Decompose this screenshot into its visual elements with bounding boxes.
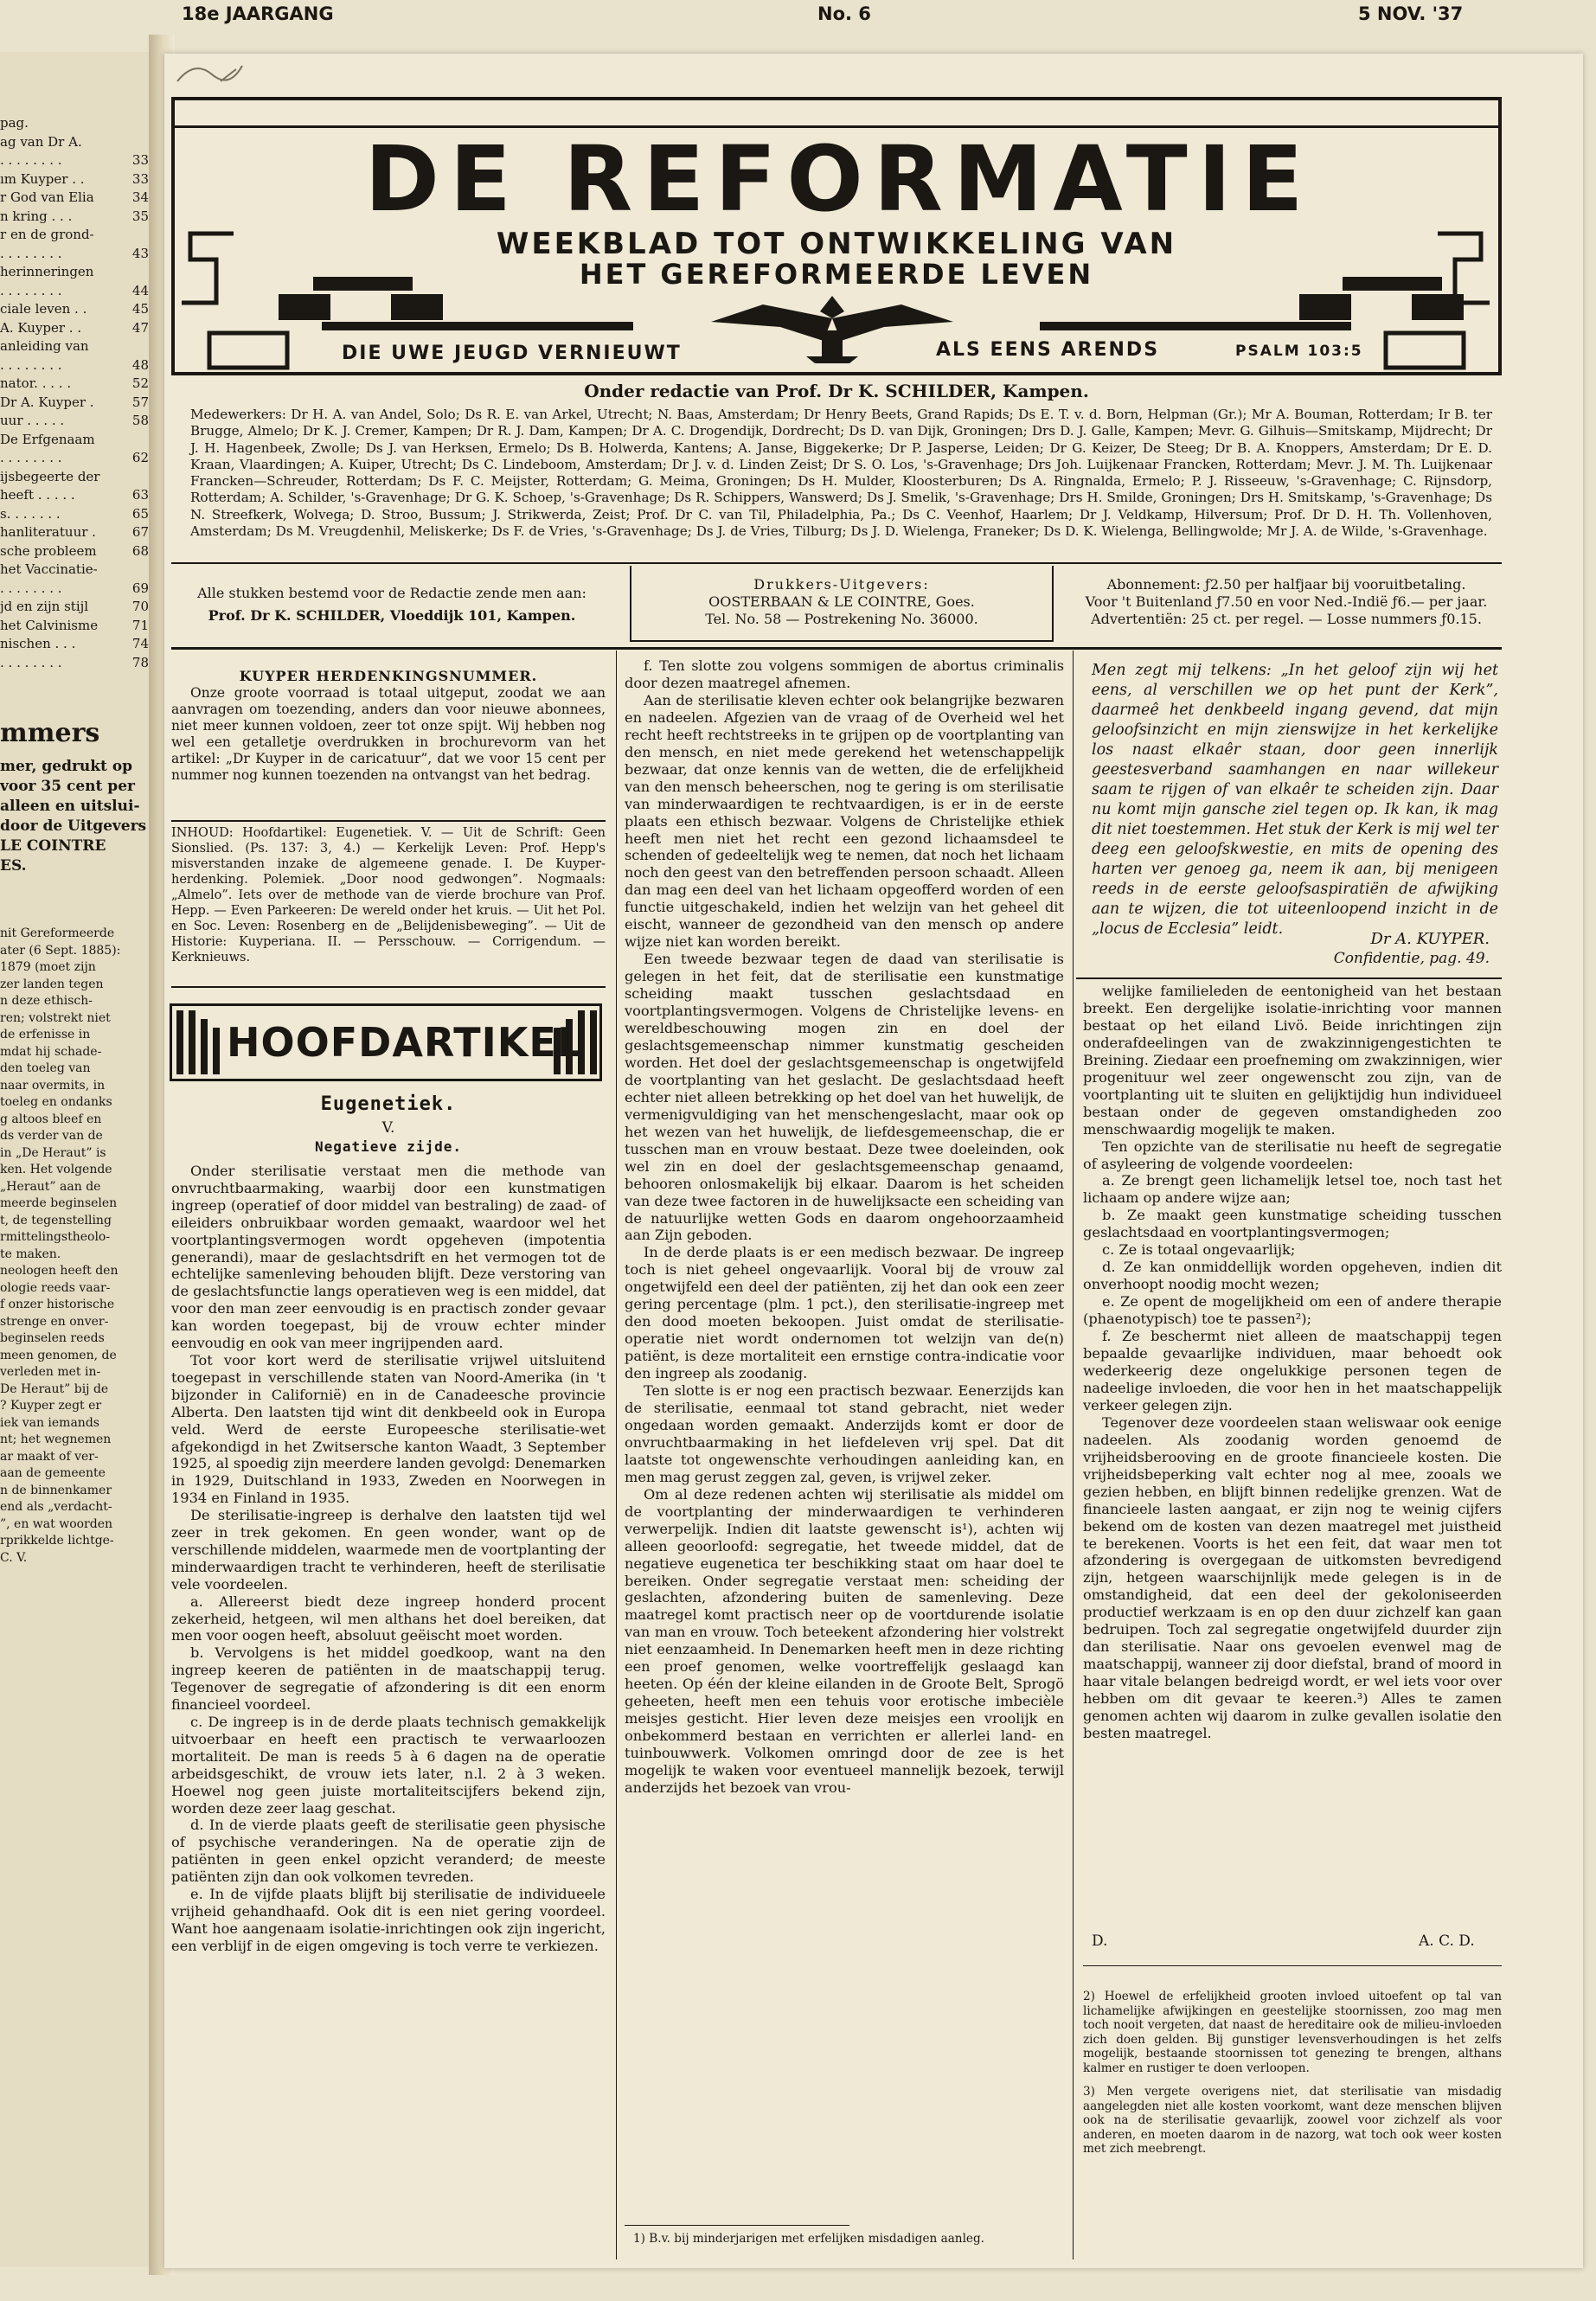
article-paragraph: c. Ze is totaal ongevaarlijk;	[1102, 1241, 1296, 1259]
quote-source: Confidentie, pag. 49.	[1333, 950, 1490, 967]
subtitle-line1: WEEKBLAD TOT ONTWIKKELING VAN	[496, 227, 1177, 261]
foreign-price: Voor 't Buitenland ƒ7.50 en voor Ned.-Indië ƒ6.— per jaar.	[1085, 593, 1488, 610]
toc-line	[0, 561, 149, 580]
fragment-line: zer landen tegen	[0, 977, 104, 991]
article-paragraph: b. Vervolgens is het middel goedkoop, want na den ingreep keeren de patiënten in de maatschappij terug. Tegenover de segregatie of afzondering is dit een enorm financieel voordeel.	[171, 1644, 606, 1714]
fragment-line: meen genomen, de	[0, 1348, 117, 1362]
toc-text: hanliteratuur .	[0, 524, 96, 540]
article-paragraph: In de derde plaats is er een medisch bezwaar. De ingreep toch is niet geheel ongevaarlijk. Vooral bij de vrouw zal ongetwijfeld een deel der patiënten, zij het dan ook een zeer gering percentage (plm. 1 pct.), den sterilisatie-ingreep met den dood moeten bekoopen. Juist omdat de sterilisatie-operatie niet wordt ondernomen tot welzijn van de(n) patiënt, is deze mortaliteit een ernstige contra-indicatie voor den ingreep als zoodanig.	[625, 1244, 1064, 1382]
toc-page: 70	[131, 599, 149, 614]
toc-line	[0, 598, 149, 617]
fragment-line: n de binnenkamer	[0, 1483, 112, 1497]
toc-text: r en de grond-	[0, 227, 94, 242]
fragment-line: strenge en onver-	[0, 1314, 109, 1329]
toc-text: n kring . . .	[0, 208, 73, 224]
toc-page: 74	[131, 636, 149, 651]
masthead-topbar	[171, 97, 1502, 128]
toc-line	[0, 319, 149, 338]
toc-text: . . . . . . . .	[0, 580, 62, 596]
fragment-line: den toeleg van	[0, 1061, 91, 1075]
fragment-line: „Heraut” aan de	[0, 1179, 101, 1194]
footnote-3: 3) Men vergete overigens niet, dat sterilisatie van misdadig aangelegden niet alle kosten voorkomt, want deze menschen blijven ook na de sterilisatie gevaarlijk, zoowel voor zichzelf als voor anderen, en moeten daarom in de nazorg, wat toch ook weer kosten met zich meebrengt.	[1083, 2085, 1502, 2156]
contributors-list: Medewerkers: Dr H. A. van Andel, Solo; Ds R. E. van Arkel, Utrecht; N. Baas, Amsterdam; Dr Henry Beets, Grand Rapids; Ds E. T. v. d. Born, Helpman (Gr.); Mr A. Bouman, Rotterdam; Ir B. ter Brugge, Almelo; Dr K. J. Cremer, Kampen; Dr R. J. Dam, Kampen; Dr A. C. Drogendijk, Dordrecht; Ds D. van Dijk, Groningen; Drs D. J. Galle, Kampen; Mevr. G. Gilhuis—Smitskamp, Mijdrecht; Dr J. H. Hagenbeek, Zwolle; Ds J. van Herksen, Ermelo; Ds B. Holwerda, Kantens; A. Janse, Biggekerke; Dr P. Jasperse, Leiden; Dr G. Keizer, De Steeg; Dr B. A. Knoppers, Amsterdam; Dr E. D. Kraan, Vlaardingen; A. Kuiper, Utrecht; Ds C. Lindeboom, Amsterdam; Dr J. v. d. Linden Zeist; Dr S. O. Los, 's-Gravenhage; Drs Joh. Luijkenaar Francken, Rotterdam; Mevr. J. M. Th. Luijkenaar Francken—Schreuder, Rotterdam; Ds F. C. Meijster, Rotterdam; G. Meima, Groningen; Ds H. Mulder, Kloosterburen; Ds A. Ringnalda, Ermelo; P. J. Risseeuw, 's-Gravenhage; C. Rijnsdorp, Rotterdam; A. Schilder, 's-Gravenhage; Dr G. K. Schoep, 's-Gravenhage; Ds R. Schippers, Wanswerd; Ds J. Smelik, 's-Gravenhage; Drs H. Smilde, Groningen; Drs H. Smitskamp, 's-Gravenhage; Ds N. Streefkerk, Wolvega; D. Stroo, Bussum; J. Strikwerda, Zeist; Prof. Dr C. van Til, Philadelphia, Pa.; Ds C. Veenhof, Haarlem; Dr J. Veldkamp, Hilversum; Prof. Dr D. H. Th. Vollenhoven, Amsterdam; Ds M. Vreugdenhil, Meliskerke; Ds F. de Vries, 's-Gravenhage; Ds J. de Vries, Tilburg; Ds J. D. Wielenga, Franeker; Ds D. K. Wielenga, Bellingwolde; Mr J. A. de Wilde, 's-Gravenhage.	[190, 407, 1492, 540]
fragment-line: ologie reeds vaar-	[0, 1280, 111, 1295]
toc-text: r God van Elia	[0, 189, 94, 205]
toc-text: nischen . . .	[0, 636, 76, 651]
footnote-1: 1) B.v. bij minderjarigen met erfelijken misdadigen aanleg.	[633, 2232, 984, 2246]
article-paragraph: e. In de vijfde plaats blijft bij sterilisatie de individueele vrijheid gehandhaafd. Ook dit is een niet gering voordeel. Want hoe aangenaam isolatie-inrichtingen ook zijn ingericht, een verblijf in de eigen omgeving is toch verre te verkiezen.	[171, 1886, 606, 1954]
divider	[171, 562, 1502, 564]
subtitle-line2: HET GEREFORMEERDE LEVEN	[579, 258, 1094, 291]
article-paragraph: Tegenover deze voordeelen staan weliswaar ook eenige nadeelen. Als zoodanig worden genoemd de vrijheidsberooving en de groote financieele kosten. Die vrijheidsbeperking valt echter nog al mee, zooals we gezien hebben, en blijft binnen redelijke grenzen. Wat de financieele lasten aangaat, er zijn nog te weinig cijfers bekend om de kosten van dezen maatregel met juistheid te berekenen. Voorts is het een feit, dat waar men tot afzondering is overgegaan de uitkomsten bevredigend zijn, hetgeen waarschijnlijk mede gelegen is in de omstandigheid, dat een deel der gekoloniseerden productief werkzaam is en op den duur zichzelf kan gaan bedruipen. Toch zal segregatie ongetwijfeld duurder zijn dan sterilisatie. Naar ons gevoelen evenwel mag de maatschappij, wanneer zij door diefstal, brand of moord in haar vitale belangen bedreigd wordt, er wel iets voor over hebben om dit gevaar te keeren.³) Alles te zamen genomen achten wij daarom in zulke gevallen isolatie den besten maatregel.	[1083, 1413, 1502, 1741]
article-paragraph: Onder sterilisatie verstaat men die methode van onvruchtbaarmaking, waarbij door een kunstmatigen ingreep (operatief of door middel van bestraling) de zaad- of eileiders onbruikbaar worden gemaakt, waardoor wel het voortplantingsvermogen wordt opgeheven (impotentia generandi), maar de geslachtsdrift en het vermogen tot de echtelijke samenleving behouden blijft. Deze verstoring van de geslachtsfunctie langs operatieven weg is een middel, dat voor den man zeer eenvoudig is en practisch zonder gevaar kan worden toegepast, bij de vrouw echter minder eenvoudig en ook van meer ingrijpenden aard.	[171, 1163, 606, 1352]
table-of-contents: INHOUD: Hoofdartikel: Eugenetiek. V. — Uit de Schrift: Geen Sionslied. (Ps. 137: 3, 4.) — Kerkelijk Leven: Prof. Hepp's misverstanden inzake de algemeene genade. I. De Kuyper-herdenking. Polemiek. „Door nood gedwongen”. Nogmaals: „Almelo”. Iets over de methode van de vierde brochure van Prof. Hepp. — Even Parkeeren: De wereld onder het kruis. — Uit het Pol. en Soc. Leven: Rosenberg en de „Belijdenisbeweging”. — Uit de Historie: Kuyperiana. II. — Persschouw. — Corrigendum. — Kerknieuws.	[171, 826, 606, 965]
toc-text: . . . . . . . .	[0, 654, 62, 670]
toc-line	[0, 486, 149, 505]
article-paragraph: Om al deze redenen achten wij sterilisatie als middel om de voortplanting der minderwaardigen te verhinderen verwerpelijk. Indien dit laatste gewenscht is¹), achten wij alleen geoorloofd: segregatie, het tweede middel, dat de negatieve eugenetica ter beschikking staat om haar doel te bereiken. Onder segregatie verstaat men: scheiding der geslachten, afzondering buiten de samenleving. Deze maatregel komt practisch neer op de voortdurende isolatie van man en vrouw. Toch beteekent afzondering hier volstrekt niet eenzaamheid. In Denemarken heeft men in deze richting een proef genomen, welke voortreffelijk geslaagd kan heeten. Op één der kleine eilanden in de Groote Belt, Sprogö geheeten, heeft men een tehuis voor erotische imbecièle meisjes gesticht. Hier leven deze meisjes een vroolijk en onbekommerd bestaan en verrichten er allerlei land- en tuinbouwwerk. Volkomen omringd door de zee is het mogelijk te waken voor eventueel mannelijk bezoek, terwijl anderzijds het bezoek van vrou-	[625, 1485, 1064, 1796]
toc-line	[0, 431, 149, 450]
publisher-box	[630, 566, 1054, 642]
toc-list	[0, 114, 149, 672]
fragment-line: door de Uitgevers	[0, 817, 147, 835]
motto-right: ALS EENS ARENDS	[936, 339, 1160, 361]
toc-page: 68	[131, 542, 149, 559]
toc-line	[0, 617, 149, 636]
toc-line	[0, 263, 149, 282]
publisher-heading: Drukkers-Uitgevers:	[753, 576, 930, 593]
motto-left: DIE UWE JEUGD VERNIEUWT	[342, 343, 682, 364]
toc-text: . . . . . . . .	[0, 282, 62, 298]
article-paragraph: Ten opzichte van de sterilisatie nu heeft de segregatie of asyleering de volgende voordeelen:	[1083, 1138, 1502, 1172]
fragment-line: mdat hij schade-	[0, 1044, 102, 1059]
toc-line	[0, 208, 149, 227]
toc-page: 63	[131, 487, 149, 503]
toc-text: ag van Dr A.	[0, 133, 82, 150]
toc-text: anleiding van	[0, 338, 89, 354]
toc-line	[0, 580, 149, 599]
article-paragraph: welijke familieleden de eentonigheid van het bestaan breekt. Een dergelijke isolatie-inrichting voor mannen bestaat op het eiland Livö. Beide inrichtingen zijn onderafdeelingen van de zwakzinnigengestichten te Breining. Ziedaar een proefneming om zwakzinnigen, wier progenituur wel zeer ongewenscht zou zijn, van de voortplanting uit te sluiten en gelijktijdig hun individueel bestaan onder de gegeven omstandigheden zoo menschwaardig mogelijk te maken.	[1083, 983, 1502, 1138]
toc-page: 69	[131, 580, 149, 596]
toc-page: 43	[131, 245, 149, 261]
column-rule	[1073, 651, 1074, 2259]
fragment-line: alleen en uitslui-	[0, 798, 140, 815]
toc-page: 35	[131, 208, 149, 224]
subscription-price: Abonnement: ƒ2.50 per halfjaar bij vooruitbetaling.	[1106, 576, 1466, 593]
article-paragraph: Tot voor kort werd de sterilisatie vrijwel uitsluitend toegepast in verschillende staten van Noord-Amerika (in 't bijzonder in Californië) en in de Canadeesche provincie Alberta. Den laatsten tijd wint dit denkbeeld ook in Europa veld. Werd de eerste Europeesche sterilisatie-wet afgekondigd in het Zwitsersche kanton Waadt, 3 September 1925, al spoedig zijn meerdere landen gevolgd: Denemarken in 1929, Duitschland in 1933, Zweden en Noorwegen in 1934 en Finland in 1935.	[171, 1351, 606, 1507]
toc-line	[0, 449, 149, 468]
article-column-1	[171, 1163, 606, 1955]
fragment-line: n deze ethisch-	[0, 994, 93, 1008]
toc-page: 78	[131, 654, 149, 670]
fragment-line: toeleg en ondanks	[0, 1095, 112, 1109]
article-number: V.	[381, 1119, 395, 1137]
fragment-line: ren; volstrekt niet	[0, 1010, 111, 1025]
toc-text: jd en zijn stijl	[0, 599, 89, 614]
fragment-line: ? Kuyper zegt er	[0, 1399, 102, 1413]
article-paragraph: Ten slotte is er nog een practisch bezwaar. Eenerzijds kan de sterilisatie, eenmaal tot stand gebracht, niet weder ongedaan worden gemaakt. Anderzijds komt er door de onvruchtbaarmaking in het liefdeleven vrij spel. Dat dit laatste tot ongewenschte verhoudingen aanleiding kan, en men mag gerust zeggen zal, geven, is vrijwel zeker.	[625, 1382, 1064, 1485]
article-paragraph: d. In de vierde plaats geeft de sterilisatie geen physische of psychische veranderingen. Na de operatie zijn de patiënten in geen enkel opzicht veranderd; de meeste patiënten zijn dan ook volkomen tevreden.	[171, 1817, 606, 1886]
article-paragraph: a. Ze brengt geen lichamelijk letsel toe, noch tast het lichaam op andere wijze aan;	[1083, 1172, 1502, 1207]
article-paragraph: Een tweede bezwaar tegen de daad van sterilisatie is gelegen in het feit, dat de sterilisatie een kunstmatige scheiding maakt tusschen geslachtsdaad en voortplantingsvermogen. Volgens de Christelijke levens- en wereldbeschouwing mogen zin en doel der geslachtsgemeenschap nimmer kunstmatig gescheiden worden. Het doel der geslachtsgemeenschap is ongetwijfeld de voortplanting van het geslacht. De geslachtsdaad heeft echter niet alleen betrekking op het doel van het huwelijk, de vermenigvuldiging van het menschengeslacht, maar ook op het wezen van het huwelijk, de liefdesgemeenschap, die er tusschen man en vrouw bestaat. Deze twee doeleinden, ook wel zin en doel der geslachtsgemeenschap genaamd, behooren onlosmakelijk bij elkaar. Daarom is het scheiden van deze twee factoren in de huwelijksacte een scheiding van de natuurlijke wetten Gods en daarom ongehoorzaamheid aan Zijn geboden.	[625, 951, 1064, 1244]
toc-text: ciale leven . .	[0, 301, 87, 317]
toc-text: heeft . . . . .	[0, 487, 75, 503]
signature-d: D.	[1092, 1932, 1108, 1950]
toc-page: 58	[131, 413, 149, 428]
ad-lines	[0, 757, 149, 876]
toc-line	[0, 356, 149, 375]
fragment-line: in „De Heraut” is	[0, 1145, 106, 1160]
notice-heading: KUYPER HERDENKINGSNUMMER.	[239, 668, 538, 684]
article-paragraph: c. De ingreep is in de derde plaats technisch gemakkelijk uitvoerbaar en heeft een practisch te verwaarloozen mortaliteit. De man is reeds 5 à 6 dagen na de operatie arbeidsgeschikt, de vrouw iets later, n.l. 2 à 3 weken. Hoewel nog geen juiste mortaliteitscijfers bekend zijn, worden deze zeer laag geschat.	[171, 1714, 606, 1817]
fragment-line: LE COINTRE	[0, 837, 106, 855]
toc-page: 33	[131, 152, 149, 168]
signature-acd: A. C. D.	[1419, 1932, 1475, 1950]
article-paragraph: e. Ze opent de mogelijkheid om een of andere therapie (phaenotypisch) toe te passen²);	[1083, 1293, 1502, 1328]
fragment-line: voor 35 cent per	[0, 778, 135, 795]
toc-page: 62	[131, 450, 149, 465]
toc-page: 52	[131, 375, 149, 391]
fragment-line: 1879 (moet zijn	[0, 960, 96, 974]
article-paragraph: De sterilisatie-ingreep is derhalve den laatsten tijd wel zeer in trek gekomen. En geen wonder, want op de verschillende middelen, waarmede men de voortplanting der minderwaardigen tracht te verhinderen, heeft de sterilisatie vele voordeelen.	[171, 1507, 606, 1593]
toc-text: A. Kuyper . .	[0, 319, 82, 336]
toc-line	[0, 189, 149, 208]
fragment-line: nit Gereformeerde	[0, 926, 115, 940]
toc-text: De Erfgenaam	[0, 431, 95, 447]
toc-line	[0, 468, 149, 487]
fragment-line: rmittelingstheolo-	[0, 1230, 111, 1244]
toc-line	[0, 300, 149, 319]
fragment-line: naar overmits, in	[0, 1078, 106, 1093]
toc-page: 44	[131, 282, 149, 298]
fragment-line: meerde beginselen	[0, 1196, 118, 1210]
toc-line	[0, 133, 149, 152]
toc-page: 71	[131, 617, 149, 633]
fragment-line: de erfenisse in	[0, 1028, 91, 1042]
toc-text: herinneringen	[0, 264, 94, 279]
article-title: Eugenetiek.	[320, 1093, 457, 1115]
fragment-line: t, de tegenstelling	[0, 1213, 112, 1227]
editor-line: Onder redactie van Prof. Dr K. SCHILDER, Kampen.	[584, 381, 1089, 401]
toc-line	[0, 151, 149, 170]
toc-text: . . . . . . . .	[0, 356, 62, 373]
redactie-address-line1: Alle stukken bestemd voor de Redactie zende men aan:	[197, 585, 586, 601]
publisher-phone: Tel. No. 58 — Postrekening No. 36000.	[705, 611, 978, 627]
toc-line	[0, 114, 149, 133]
notice-text: Onze groote voorraad is totaal uitgeput, zoodat we aan aanvragen om toezending, anders dan voor nieuwe abonnees, niet meer kunnen voldoen, zeer tot onze spijt. Wij hebben nog wel een getalletje overdrukken in brochurevorm van het artikel: „Dr Kuyper in de caricatuur”, dat we voor 15 cent per nummer nog kunnen toezenden na ontvangst van het bedrag.	[171, 685, 606, 784]
fragment-line: C. V.	[0, 1550, 28, 1565]
newspaper-title: DE REFORMATIE	[364, 126, 1314, 232]
toc-page: 65	[131, 505, 149, 522]
fragment-line: ater (6 Sept. 1885):	[0, 943, 121, 958]
article-subtitle: Negatieve zijde.	[314, 1138, 463, 1155]
article-paragraph: f. Ze beschermt niet alleen de maatschappij tegen bepaalde gevaarlijke individuen, maar behoedt ook wederkeerig deze ongelukkige personen tegen de nadeelige invloeden, die voor hen in het maatschappelijk verkeer gelegen zijn.	[1083, 1328, 1502, 1413]
fragment-line: verleden met in-	[0, 1365, 101, 1379]
redactie-address-line2: Prof. Dr K. SCHILDER, Vloeddijk 101, Kampen.	[208, 607, 576, 624]
article-paragraph: b. Ze maakt geen kunstmatige scheiding tusschen geslachtsdaad en voortplantingsvermogen;	[1083, 1207, 1502, 1241]
footnote-rule	[1083, 1965, 1502, 1966]
toc-text: uur . . . . .	[0, 413, 65, 428]
fragment-line: rprikkelde lichtge-	[0, 1534, 114, 1548]
toc-line	[0, 542, 149, 561]
divider	[171, 820, 606, 822]
fragment-line: ds verder van de	[0, 1129, 103, 1143]
psalm-reference: PSALM 103:5	[1235, 343, 1363, 360]
article-paragraph: Aan de sterilisatie kleven echter ook belangrijke bezwaren en nadeelen. Afgezien van de vraag of de Overheid wel het recht heeft rechtstreeks in te grijpen op de voortplanting van den mensch, en niet mede gerekend het wetenschappelijk bezwaar, dat onze kennis van de wetten, die de erfelijkheid van den mensch beheerschen, nog te gering is om sterilisatie van minderwaardigen te rechtvaardigen, is er in de eerste plaats een ethisch bezwaar. Volgens de Christelijke ethiek heeft men niet het recht een gezond lichaamsdeel te schenden of gedeeltelijk weg te nemen, dat noch het lichaam noch den geest van den betreffenden persoon schaadt. Alleen dan mag een deel van het lichaam opgeofferd worden of een functie uitgeschakeld, indien het welzijn van het geheel dit eischt, wanneer de gezondheid van den mensch op andere wijze niet kan worden bereikt.	[625, 691, 1064, 951]
toc-text: pag.	[0, 115, 29, 131]
toc-text: Dr A. Kuyper .	[0, 394, 94, 410]
handwritten-mark-icon	[169, 55, 247, 97]
kuyper-quote: Men zegt mij telkens: „In het geloof zijn wij het eens, al verschillen we op het punt der Kerk”, daarmeê het denkbeeld ingang gevend, dat mijn geloofsinzicht en mijn zienswijze in het kerkelijke los naast elkaêr staan, door geen innerlijk geestesverband saamhangen en naar willekeur saam te rijgen of van elkaêr te scheiden zijn. Daar nu komt mijn gansche ziel tegen op. Ik kan, ik mag dit niet toestemmen. Het stuk der Kerk is mij wel ter deeg een geloofskwestie, en mits de opening des harten ver genoeg ga, neem ik aan, bij menigeen reeds in de eerste geloofsaspiratiën de afwijking aan te wijzen, die tot uiteenloopend inzicht in de „locus de Ecclesia” leidt.	[1092, 662, 1498, 938]
fragment-line: mer, gedrukt op	[0, 758, 133, 775]
fragment-line: beginselen reeds	[0, 1331, 105, 1345]
kuyper-notice	[171, 668, 606, 784]
info-boxes	[171, 566, 1502, 644]
toc-text: nator. . . . .	[0, 375, 72, 391]
banner-ornament-left-icon	[173, 1007, 225, 1078]
toc-text: ım Kuyper . .	[0, 170, 85, 187]
fragment-line: te maken.	[0, 1247, 61, 1261]
fragment-line: neologen heeft den	[0, 1264, 119, 1278]
fragment-line: iek van iemands	[0, 1415, 99, 1430]
volume-label: 18e JAARGANG	[182, 3, 334, 24]
fragment-line: ar maakt of ver-	[0, 1449, 99, 1464]
quote-author: Dr A. KUYPER.	[1370, 930, 1490, 948]
fragment-line: ken. Het volgende	[0, 1163, 112, 1176]
article-column-3	[1083, 983, 1502, 1742]
fragment-line: f onzer historische	[0, 1298, 115, 1311]
article-paragraph: d. Ze kan onmiddellijk worden opgeheven, indien dit onverhoopt noodig mocht wezen;	[1083, 1259, 1502, 1293]
footnote-2: 2) Hoewel de erfelijkheid grooten invloed uitoefent op tal van lichamelijke afwijkingen en geestelijke stoornissen, zoo mag men toch nooit vergeten, dat naast de hereditaire ook de milieu-invloeden zich doen gelden. Bij gunstiger levensverhoudingen is het zelfs mogelijk, bestaande stoornissen tot genezing te brengen, althans kalmer en rustiger te doen verloopen.	[1083, 1990, 1502, 2075]
subscription-box	[1071, 566, 1502, 642]
issue-number: No. 6	[817, 3, 871, 24]
toc-page: 48	[131, 356, 149, 373]
ad-heading: mmers	[0, 718, 100, 748]
toc-line	[0, 282, 149, 301]
toc-text: s. . . . . . .	[0, 505, 61, 522]
column-rule	[616, 651, 617, 2259]
toc-line	[0, 170, 149, 189]
divider	[171, 986, 606, 988]
footnote-rule	[625, 2225, 849, 2226]
toc-line	[0, 375, 149, 394]
redactie-box	[171, 566, 612, 642]
article-paragraph: f. Ten slotte zou volgens sommigen de abortus criminalis door dezen maatregel afnemen.	[625, 657, 1064, 691]
toc-line	[0, 505, 149, 524]
eagle-emblem-icon	[702, 287, 962, 365]
toc-text: het Vaccinatie-	[0, 561, 98, 577]
toc-line	[0, 412, 149, 431]
article-fragment	[0, 926, 149, 1567]
toc-line	[0, 523, 149, 542]
toc-text: . . . . . . . .	[0, 450, 62, 465]
divider	[1076, 977, 1502, 979]
publisher-name: OOSTERBAAN & LE COINTRE, Goes.	[708, 593, 975, 610]
toc-line	[0, 654, 149, 673]
advertising-price: Advertentiën: 25 ct. per regel. — Losse nummers ƒ0.15.	[1091, 611, 1482, 627]
toc-text: ijsbegeerte der	[0, 468, 100, 484]
toc-line	[0, 245, 149, 264]
toc-line	[0, 394, 149, 413]
toc-page: 67	[131, 524, 149, 540]
fragment-line: end als „verdacht-	[0, 1500, 112, 1514]
divider	[171, 647, 1502, 650]
toc-line	[0, 226, 149, 245]
toc-page: 34	[131, 189, 149, 205]
article-column-2	[625, 657, 1064, 1797]
toc-page: 57	[131, 394, 149, 410]
toc-line	[0, 337, 149, 356]
toc-text: . . . . . . . .	[0, 152, 62, 168]
fragment-line: g altoos bleef en	[0, 1112, 102, 1126]
toc-page: 47	[131, 319, 149, 336]
fragment-line: aan de gemeente	[0, 1466, 106, 1480]
issue-date: 5 NOV. '37	[1358, 3, 1464, 24]
previous-page-bleed	[0, 52, 161, 2266]
toc-page: 45	[131, 301, 149, 317]
fragment-line: ”, en wat woorden	[0, 1516, 113, 1531]
toc-page: 33	[131, 170, 149, 187]
toc-text: sche probleem	[0, 542, 97, 559]
article-paragraph: a. Allereerst biedt deze ingreep honderd procent zekerheid, hetgeen, wil men althans het doel bereiken, dat men voor oogen heeft, absoluut geëischt moet worden.	[171, 1593, 606, 1644]
fragment-line: nt; het wegnemen	[0, 1433, 112, 1446]
toc-text: . . . . . . . .	[0, 245, 62, 261]
fragment-line: De Heraut” bij de	[0, 1381, 109, 1396]
hoofdartikel-heading: HOOFDARTIKEL	[227, 1019, 584, 1066]
fragment-line: ES.	[0, 857, 27, 875]
toc-line	[0, 635, 149, 654]
toc-text: het Calvinisme	[0, 617, 99, 633]
